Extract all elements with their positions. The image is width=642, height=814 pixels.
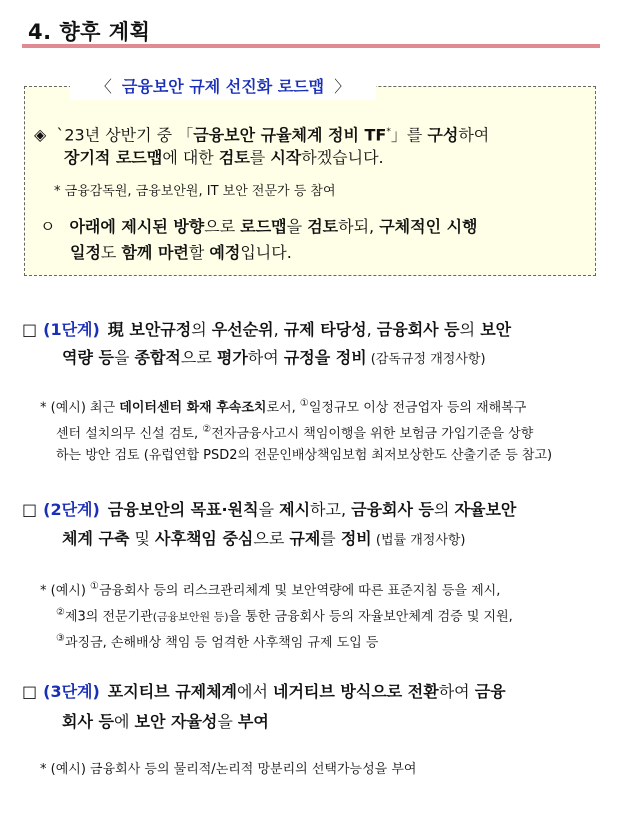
- stage2-example-num: ③: [56, 633, 65, 644]
- stage1-example-line3: 하는 방안 검토 (유럽연합 PSD2의 전문인배상책임보험 최저보상한도 산출기준 등 참고): [56, 448, 553, 463]
- stage3-text: 에서: [237, 682, 274, 701]
- stage2-text: 사후책임 중심: [155, 529, 254, 548]
- stage2-text: 하고,: [310, 500, 352, 519]
- roadmap-heading-text: 금융보안 규제 선진화 로드맵: [121, 77, 325, 96]
- stage1-example-line2: [56, 420, 533, 444]
- stage2-example-text: 과징금, 손해배상 책임 등 엄격한 사후책임 규제 도입 등: [64, 635, 379, 651]
- stage2-example-line3: [56, 629, 378, 653]
- roadmap-heading: [70, 74, 376, 100]
- roadmap-bullet2-line1: [40, 217, 478, 237]
- stage3-example-line1: * (예시) 금융회사 등의 물리적/논리적 망분리의 선택가능성을 부여: [40, 762, 417, 777]
- stage2-paren: (: [43, 500, 51, 519]
- stage1-text: 평가: [216, 348, 248, 367]
- heading-bracket-open: 〈: [95, 77, 112, 96]
- stage2-example-text: * (예시): [40, 583, 91, 599]
- bullet1-text: 시작: [270, 148, 302, 167]
- stage2-example-text: 을 통한 금융회사 등의 자율보안체계 검증 및 지원,: [228, 609, 513, 625]
- stage1-line1: [22, 320, 511, 340]
- bullet2-text: 도: [100, 243, 122, 262]
- stage1-example-text: 로서,: [266, 400, 300, 416]
- circle-bullet-icon: ㅇ: [40, 217, 56, 236]
- bullet1-footnote-mark: *: [386, 127, 391, 137]
- stage1-text: 의: [459, 320, 481, 339]
- stage2-text: 및: [129, 529, 156, 548]
- stage1-paren: (: [43, 320, 51, 339]
- stage1-line2: [62, 348, 486, 370]
- checkbox-square-icon: □: [22, 320, 38, 339]
- stage2-text: 을: [258, 500, 280, 519]
- stage1-text: ,: [366, 320, 377, 339]
- checkbox-square-icon: □: [22, 500, 38, 519]
- bullet2-text: 으로: [204, 217, 241, 236]
- stage1-example-num: ②: [202, 424, 212, 435]
- bullet2-text: 구체적인 시행: [379, 217, 478, 236]
- stage3-text: 금융: [474, 682, 506, 701]
- stage3-text: 네거티브 방식으로 전환: [273, 682, 439, 701]
- stage3-label: 3단계: [50, 682, 93, 701]
- bullet2-text: 검토: [307, 217, 339, 236]
- bullet1-text: 를: [249, 148, 271, 167]
- bullet2-text: 아래에 제시된 방향: [69, 217, 205, 236]
- bullet1-text: 하겠습니다.: [301, 148, 384, 167]
- stage1-text: 금융회사 등: [376, 320, 460, 339]
- stage1-example-text: 센터 설치의무 신설 검토,: [56, 426, 203, 442]
- bullet1-text: 검토: [218, 148, 250, 167]
- stage2-text: 금융보안의 목표·원칙: [107, 500, 259, 519]
- bullet1-text: 금융보안 규율체계 정비 TF: [193, 125, 387, 145]
- checkbox-square-icon: □: [22, 682, 38, 701]
- stage2-text: 체계 구축: [62, 529, 130, 548]
- stage1-text: 의: [191, 320, 212, 339]
- bullet1-text: 를: [406, 125, 428, 145]
- stage1-example-text: * (예시) 최근: [40, 400, 120, 416]
- title-divider: [22, 44, 600, 48]
- stage2-text: 금융회사 등: [351, 500, 434, 519]
- stage3-text: 에: [113, 712, 135, 731]
- stage3-text: 부여: [237, 712, 269, 731]
- stage2-line2: [62, 529, 466, 551]
- stage2-text: 제시: [279, 500, 311, 519]
- stage2-text: 규제: [289, 529, 321, 548]
- bullet2-text: 을: [286, 217, 308, 236]
- stage3-text: 보안 자율성: [134, 712, 218, 731]
- stage2-example-num: ①: [90, 581, 99, 592]
- heading-bracket-close: 〉: [334, 77, 351, 96]
- stage1-text: 으로: [180, 348, 217, 367]
- stage1-text: 우선순위: [211, 320, 274, 339]
- stage1-example-text: 일정규모 이상 전금업자 등의 재해복구: [308, 400, 527, 416]
- bullet2-text: 입니다.: [240, 243, 292, 262]
- diamond-bullet-icon: ◈: [34, 125, 47, 145]
- stage1-paren: ): [92, 320, 100, 339]
- stage2-example-text: 제3의 전문기관: [64, 609, 153, 625]
- roadmap-bullet1-line2: [64, 148, 384, 168]
- bullet1-text: 하여: [458, 125, 490, 145]
- stage3-line1: [22, 682, 506, 702]
- stage3-paren: ): [92, 682, 100, 701]
- stage2-example-num: ②: [56, 607, 65, 618]
- stage2-text: 으로: [253, 529, 290, 548]
- stage1-text: 하여: [247, 348, 284, 367]
- stage1-label: 1단계: [50, 320, 93, 339]
- bullet2-text: 예정: [209, 243, 241, 262]
- bullet1-text: 」: [390, 125, 407, 145]
- bullet2-text: 일정: [70, 243, 101, 262]
- stage1-example-text: 데이터센터 화재 후속조치: [119, 400, 267, 416]
- stage2-note: (법률 개정사항): [371, 533, 466, 548]
- stage1-text: 現 보안규정: [107, 320, 192, 339]
- bullet1-text: 구성: [427, 125, 459, 145]
- stage3-line2: [62, 712, 269, 732]
- stage2-text: 자율보안: [454, 500, 517, 519]
- stage3-text: 하여: [438, 682, 475, 701]
- stage1-text: 역량 등: [62, 348, 114, 367]
- stage2-line1: [22, 500, 516, 520]
- stage3-text: 을: [217, 712, 238, 731]
- stage2-example-note: (금융보안원 등): [152, 610, 229, 624]
- bullet1-text: 에 대한: [162, 148, 219, 167]
- bullet1-text: `23년 상반기 중 「: [56, 125, 194, 145]
- bullet2-text: 할: [188, 243, 210, 262]
- stage3-paren: (: [43, 682, 51, 701]
- stage2-example-line1: [40, 577, 500, 601]
- stage3-text: 회사 등: [62, 712, 114, 731]
- stage1-text: 규제 타당성: [283, 320, 367, 339]
- section-title: 4. 향후 계획: [28, 20, 151, 44]
- bullet1-text: 장기적 로드맵: [64, 148, 163, 167]
- stage1-example-num: ①: [299, 398, 309, 409]
- roadmap-bullet2-line2: [70, 243, 292, 263]
- stage2-text: 를: [320, 529, 341, 548]
- roadmap-footnote: * 금융감독원, 금융보안원, IT 보안 전문가 등 참여: [54, 184, 336, 199]
- bullet2-text: 함께 마련: [121, 243, 189, 262]
- stage1-example-text: 전자금융사고시 책임이행을 위한 보험금 가입기준을 상향: [211, 426, 534, 442]
- bullet2-text: 하되,: [338, 217, 380, 236]
- stage1-text: 종합적: [134, 348, 181, 367]
- stage1-text: ,: [273, 320, 284, 339]
- stage1-text: 을: [113, 348, 135, 367]
- stage2-paren: ): [92, 500, 100, 519]
- stage1-note: (감독규정 개정사항): [366, 352, 486, 367]
- stage1-text: 규정을 정비: [283, 348, 367, 367]
- stage1-text: 보안: [480, 320, 512, 339]
- stage2-example-line2: [56, 603, 513, 627]
- roadmap-bullet1-line1: [34, 122, 489, 145]
- stage3-text: 포지티브 규제체계: [107, 682, 238, 701]
- stage1-example-line1: [40, 394, 526, 418]
- stage2-example-text: 금융회사 등의 리스크관리체계 및 보안역량에 따른 표준지침 등을 제시,: [99, 583, 501, 599]
- stage2-text: 의: [433, 500, 455, 519]
- stage2-text: 정비: [340, 529, 372, 548]
- bullet2-text: 로드맵: [240, 217, 287, 236]
- stage2-label: 2단계: [50, 500, 93, 519]
